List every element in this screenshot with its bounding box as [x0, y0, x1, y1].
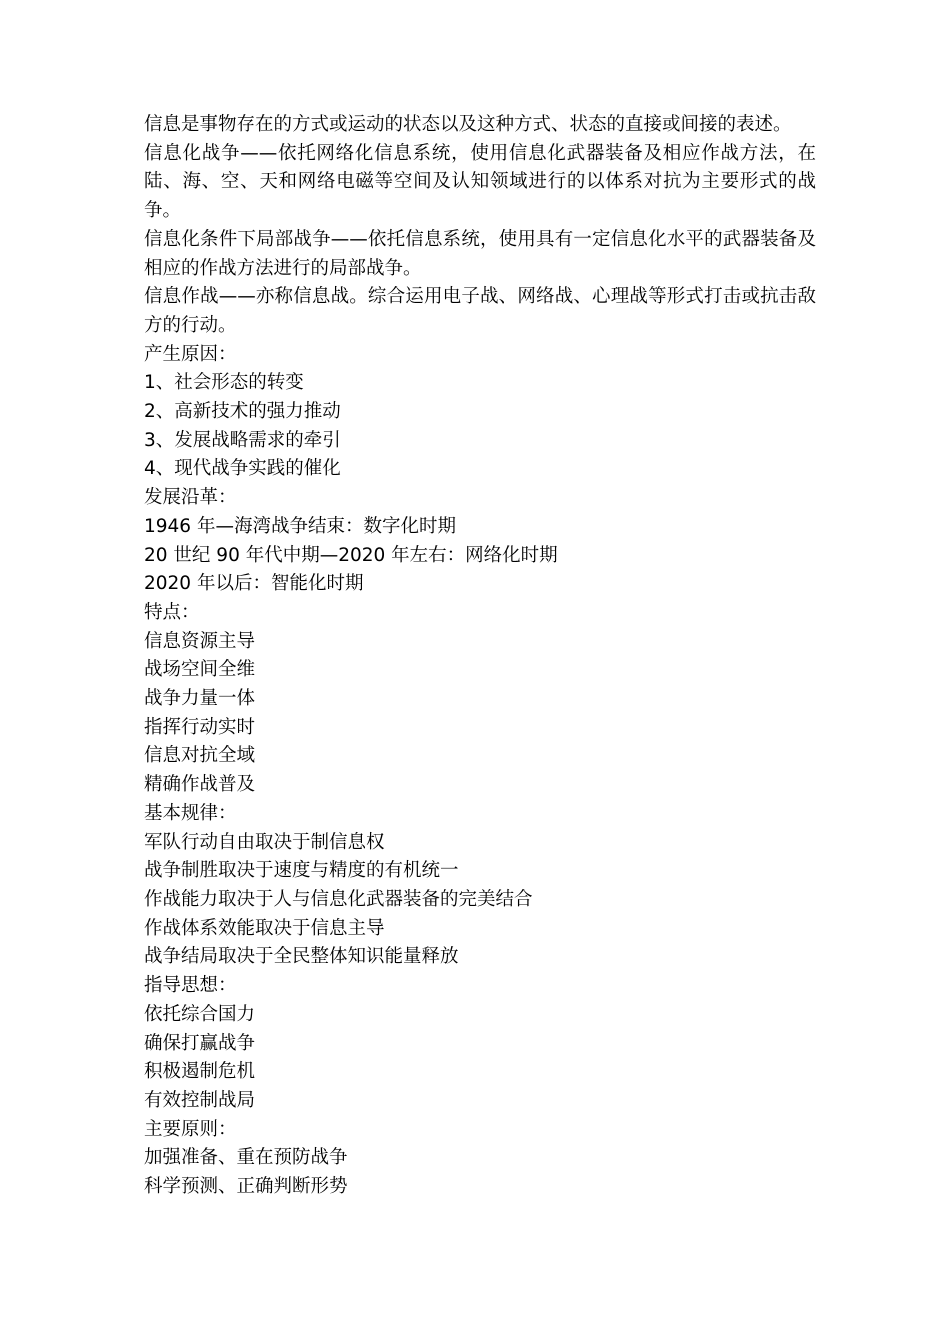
section-heading-history: 发展沿革：	[144, 487, 237, 509]
paragraph-information-definition: 信息是事物存在的方式或运动的状态以及这种方式、状态的直接或间接的表述。	[144, 114, 792, 135]
list-item: 科学预测、正确判断形势	[144, 1176, 348, 1198]
list-item: 作战体系效能取决于信息主导	[144, 917, 385, 939]
list-item: 信息资源主导	[144, 630, 256, 652]
list-item: 4、现代战争实践的催化	[144, 458, 341, 480]
list-item: 依托综合国力	[144, 1003, 256, 1025]
list-item: 确保打赢战争	[144, 1032, 256, 1054]
list-item: 信息对抗全域	[144, 745, 256, 767]
section-heading-main-principles: 主要原则：	[144, 1118, 237, 1140]
list-item: 有效控制战局	[144, 1089, 256, 1111]
list-item: 战争力量一体	[144, 688, 256, 710]
list-item: 精确作战普及	[144, 774, 256, 796]
paragraph-local-war-definition: 信息化条件下局部战争——依托信息系统，使用具有一定信息化水平的武器装备及相应的作战方法进行的局部战争。	[144, 228, 816, 279]
section-heading-guiding-ideology: 指导思想：	[144, 975, 237, 997]
list-item: 加强准备、重在预防战争	[144, 1147, 348, 1169]
list-item: 2020 年以后：智能化时期	[144, 573, 364, 595]
paragraph-informationized-war-definition: 信息化战争——依托网络化信息系统，使用信息化武器装备及相应作战方法，在陆、海、空、天和网络电磁等空间及认知领域进行的以体系对抗为主要形式的战争。	[144, 142, 816, 222]
section-heading-features: 特点：	[144, 601, 200, 623]
list-item: 1、社会形态的转变	[144, 372, 304, 394]
list-item: 战场空间全维	[144, 659, 256, 681]
list-item: 3、发展战略需求的牵引	[144, 429, 341, 451]
list-item: 20 世纪 90 年代中期—2020 年左右：网络化时期	[144, 544, 558, 566]
list-item: 军队行动自由取决于制信息权	[144, 831, 385, 853]
list-item: 指挥行动实时	[144, 716, 256, 738]
list-item: 战争结局取决于全民整体知识能量释放	[144, 946, 459, 968]
list-item: 战争制胜取决于速度与精度的有机统一	[144, 860, 459, 882]
list-item: 2、高新技术的强力推动	[144, 401, 341, 423]
paragraph-information-operation-definition: 信息作战——亦称信息战。综合运用电子战、网络战、心理战等形式打击或抗击敌方的行动。	[144, 286, 816, 336]
list-item: 积极遏制危机	[144, 1061, 256, 1083]
list-item: 1946 年—海湾战争结束：数字化时期	[144, 515, 456, 537]
document-body	[144, 111, 816, 1202]
list-item: 作战能力取决于人与信息化武器装备的完美结合	[144, 888, 533, 910]
section-heading-causes: 产生原因：	[144, 343, 237, 365]
section-heading-basic-laws: 基本规律：	[144, 802, 237, 824]
